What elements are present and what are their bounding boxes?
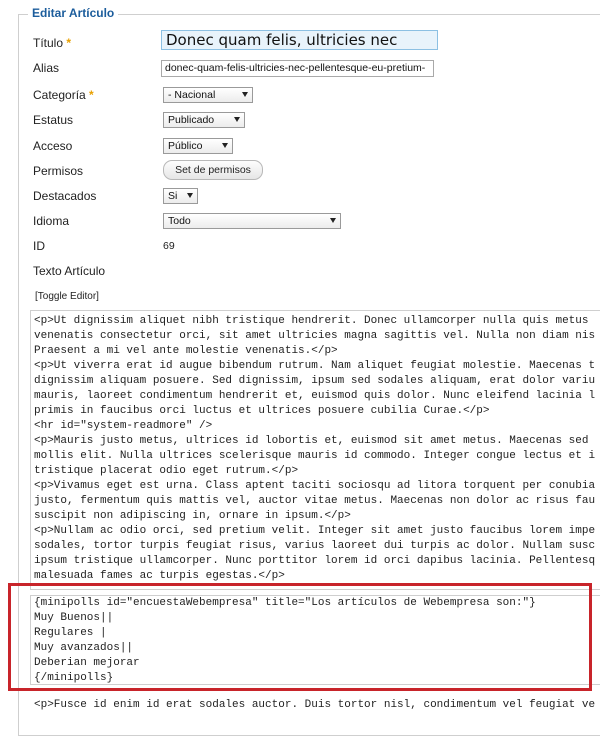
idioma-select-value: Todo [168,215,191,227]
editor-line: ipsum tristique ullamcorper. Nunc porttitor lorem id orci dapibus lacinia. Pellentesq [34,555,596,567]
chevron-down-icon [234,117,240,122]
titulo-label-text: Título [33,36,64,50]
minipolls-line: Regulares | [34,627,107,639]
acceso-select-value: Público [168,140,203,152]
titulo-label [33,36,71,50]
idioma-select[interactable] [163,213,341,229]
editor-line: justo, fermentum quis mattis vel, auctor vitae metus. Maecenas non dolor ac risus fau [34,495,596,507]
destacados-select-value: Si [168,190,178,202]
editor-line: tristique placerat odio eget rutrum.</p> [34,465,299,477]
editor-after-content [34,698,595,713]
chevron-down-icon [330,218,336,223]
permisos-label: Permisos [33,164,84,178]
editor-line: mauris, laoreet condimentum hendrerit et, euismod quis dolor. Nunc eleifend lacinia l [34,390,596,402]
chevron-down-icon [187,193,193,198]
acceso-select[interactable] [163,138,233,154]
minipolls-line: {/minipolls} [34,672,114,684]
editor-line: <hr id="system-readmore" /> [34,420,213,432]
categoria-select-value: - Nacional [168,89,216,101]
id-label: ID [33,239,45,253]
editor-line: <p>Fusce id enim id erat sodales auctor. Duis tortor nisl, condimentum vel feugiat ve [34,699,596,711]
editor-line: <p>Mauris justo metus, ultrices id lobortis et, euismod sit amet metus. Maecenas sed [34,435,589,447]
required-mark: * [89,88,94,102]
alias-input[interactable]: donec-quam-felis-ultricies-nec-pellentesque-eu-pretium- [161,60,434,77]
acceso-label: Acceso [33,139,73,153]
editor-line: <p>Vivamus eget est urna. Class aptent taciti sociosqu ad litora torquent per conubia [34,480,596,492]
destacados-label: Destacados [33,189,97,203]
editor-line: <p>Nullam ac odio orci, sed pretium velit. Integer sit amet justo faucibus lorem impe [34,525,596,537]
required-mark: * [66,36,72,50]
categoria-label [33,88,94,102]
minipolls-line: Muy Buenos|| [34,612,114,624]
minipolls-highlight-box [8,583,592,691]
editor-line: venenatis consectetur orci, sit amet ultricies magna sagittis vel. Nulla non diam nis [34,330,596,342]
id-value: 69 [163,240,175,252]
minipolls-line: Deberian mejorar [34,657,140,669]
editor-line: sodales, tortor turpis feugiat risus, varius laoreet dui turpis ac dolor. Nullam susc [34,540,596,552]
estatus-select-value: Publicado [168,114,215,126]
editor-line: <p>Ut viverra erat id augue bibendum rutrum. Nam aliquet feugiat molestie. Maecenas t [34,360,596,372]
editor-line: malesuada fames ac turpis egestas.</p> [34,570,285,582]
titulo-input[interactable]: Donec quam felis, ultricies nec [161,30,438,50]
set-permisos-button[interactable]: Set de permisos [163,160,263,180]
minipolls-line: {minipolls id="encuestaWebempresa" title="Los artículos de Webempresa son:"} [34,597,536,609]
categoria-select[interactable] [163,87,253,103]
editor-line: Praesent a mi vel ante molestie venenatis.</p> [34,345,338,357]
alias-label: Alias [33,61,60,75]
editor-line: dignissim aliquam posuere. Sed dignissim, ipsum sed sodales aliquam, erat dolor variu [34,375,596,387]
editor-line: mollis elit. Nulla ultrices scelerisque mauris id commodo. Integer congue lectus et i [34,450,596,462]
editor-line: <p>Ut dignissim aliquet nibh tristique hendrerit. Donec ullamcorper nulla quis metus [34,315,589,327]
estatus-label: Estatus [33,113,74,127]
chevron-down-icon [222,143,228,148]
minipolls-line: Muy avanzados|| [34,642,134,654]
chevron-down-icon [242,92,248,97]
editor-content [34,314,595,584]
editor-line: primis in faucibus orci luctus et ultrices posuere cubilia Curae.</p> [34,405,490,417]
form-legend: Editar Artículo [28,6,118,20]
editor-line: suscipit non adipiscing in, ornare in ipsum.</p> [34,510,351,522]
estatus-select[interactable] [163,112,245,128]
idioma-label: Idioma [33,214,70,228]
toggle-editor-link[interactable]: [Toggle Editor] [35,291,99,302]
categoria-label-text: Categoría [33,88,86,102]
texto-articulo-label: Texto Artículo [33,264,106,278]
destacados-select[interactable] [163,188,198,204]
